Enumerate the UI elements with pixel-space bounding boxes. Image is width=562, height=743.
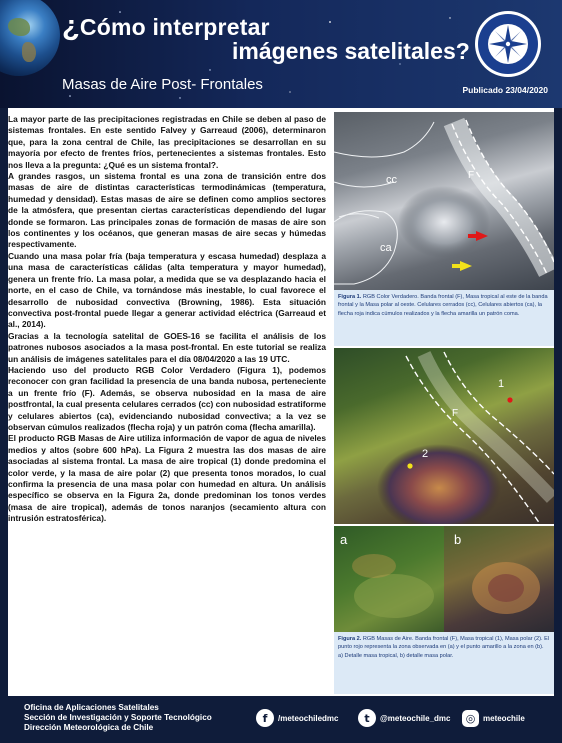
paragraph-frontal-system: A grandes rasgos, un sistema frontal es una zona de transición entre dos masas de aire de distintas características termodinámicas (temperatura, humedad y densidad). Estas masas de aire se definen como amplios sectores de la atmósfera, que presentan ciertas características dependiendo del lugar donde se formaron. Las principales zonas de formación de masas de aire son los continentes y los océanos, que generan masas de aire secas y húmedas respectivamente.	[8, 171, 326, 250]
figure-1-label-front: F	[468, 170, 475, 181]
paragraph-airmass: El producto RGB Masas de Aire utiliza información de vapor de agua de niveles medios y altos (sobre 600 hPa). La Figura 2 muestra las dos masas de aire asociadas al sistema frontal. La masa de aire tropical (1) donde predomina el color verde, y la masa de aire polar (2) que presenta tonos morados, lo cual confirma la presencia de una masa polar con humedad en altura. Un análisis específico se observa en la Figura 2a, donde predominan los tonos verdes (masa de aire tropical), además de tonos naranjos (secamiento altura con intrusión estratosférica).	[8, 433, 326, 524]
instagram-link[interactable]	[462, 708, 525, 728]
figure-2a-tropical-detail	[334, 526, 444, 632]
figure-2-label-1: 1	[498, 378, 505, 390]
yellow-point-marker	[407, 463, 412, 468]
figure-2-caption: Figura 2. RGB Masas de Aire. Banda frontal (F), Masa tropical (1), Masa polar (2). El punto rojo representa la zona observada en (a) y el punto amarillo a la zona en (b). a) Detalle masa tropical, b) detalle masa polar.	[334, 632, 554, 694]
red-point-marker	[507, 397, 512, 402]
header-banner	[0, 0, 562, 108]
figure-2b-polar-detail	[444, 526, 554, 632]
footer	[0, 696, 562, 743]
twitter-link[interactable]	[358, 708, 451, 728]
org-line-2: Sección de Investigación y Soporte Tecnológico	[24, 713, 212, 722]
instagram-icon: ◎	[462, 710, 479, 727]
instagram-handle: meteochile	[483, 713, 525, 723]
facebook-icon: f	[256, 709, 274, 727]
content-area	[8, 108, 554, 696]
publication-date: Publicado 23/04/2020	[462, 85, 548, 95]
figure-1-true-color-image	[334, 112, 554, 290]
figure-2-airmass-image	[334, 348, 554, 524]
figure-2-label-front: F	[452, 408, 459, 419]
figure-2a-label: a	[340, 532, 348, 547]
twitter-icon: t	[358, 709, 376, 727]
org-line-3: Dirección Meteorológica de Chile	[24, 723, 154, 732]
title-line-2: imágenes satelitales?	[232, 38, 470, 64]
figure-2a-texture	[334, 526, 444, 632]
article-body	[8, 114, 326, 696]
facebook-link[interactable]	[256, 708, 338, 728]
twitter-handle: @meteochile_dmc	[380, 713, 451, 723]
figure-2b-label: b	[454, 532, 462, 547]
paragraph-cold-front: Cuando una masa polar fría (baja temperatura y escasa humedad) desplaza a una masa de características cálidas (alta temperatura y mayor humedad), genera un frente frío. La masa polar, a medida que se va desplazando hacia el norte, en el caso de Chile, va tornándose más inestable, lo cual favorece el desarrollo de nubosidad convectiva (Browning, 1986). Esta situación convectiva post-frontal puede llegar a generar actividad eléctrica (Garreaud et al., 2014).	[8, 250, 326, 330]
meteochile-logo-icon	[474, 10, 542, 78]
organization-info	[24, 703, 212, 733]
figure-1-overlay	[334, 112, 554, 290]
figure-1-caption: Figura 1. RGB Color Verdadero. Banda frontal (F), Masa tropical al este de la banda frontal y la Masa polar al oeste. Celulares cerrados (cc), Celulares abiertos (ca), la flecha roja indica cúmulos realizados y la flecha amarilla un patrón coma.	[334, 290, 554, 346]
paragraph-true-color: Haciendo uso del producto RGB Color Verdadero (Figura 1), podemos reconocer con gran facilidad la presencia de una banda nubosa, perteneciente a un frente frío (F). Además, se observa nubosidad en la masa de aire postfrontal, la cual presenta celulares cerrados (cc) con nubosidad estratiforme y celulares abiertos (ca), evidenciando nubosidad convectiva; a la vez se observan cúmulos realizados (flecha roja) y un patrón coma (flecha amarilla).	[8, 364, 326, 432]
page-subtitle: Masas de Aire Post- Frontales	[62, 76, 263, 93]
paragraph-goes16: Gracias a la tecnología satelital de GOES-16 se facilita el análisis de los patrones nubosos asociados a la masa post-frontal. En este tutorial se realiza un análisis de imágenes satelitales para el día 08/04/2020 a las 19 UTC.	[8, 330, 326, 364]
figure-1-label-cc: cc	[386, 174, 397, 186]
figure-2-overlay	[334, 348, 554, 524]
org-line-1: Oficina de Aplicaciones Satelitales	[24, 703, 159, 712]
paragraph-intro: La mayor parte de las precipitaciones registradas en Chile se deben al paso de sistemas frontales. En este sentido Falvey y Garreaud (2006), determinaron que, para la zona central de Chile, las precipitaciones se desarrollan en su mayoría por efecto de frentes fríos, pertenecientes a sistemas frontales. Esto nos lleva a la pregunta: ¿Qué es un sistema frontal?.	[8, 114, 326, 170]
figure-2-label-2: 2	[422, 448, 429, 460]
title-line-1: ¿Cómo interpretar	[62, 10, 270, 42]
yellow-arrow-icon	[452, 261, 472, 271]
figure-1-label-ca: ca	[380, 242, 392, 254]
facebook-handle: /meteochiledmc	[278, 713, 339, 723]
